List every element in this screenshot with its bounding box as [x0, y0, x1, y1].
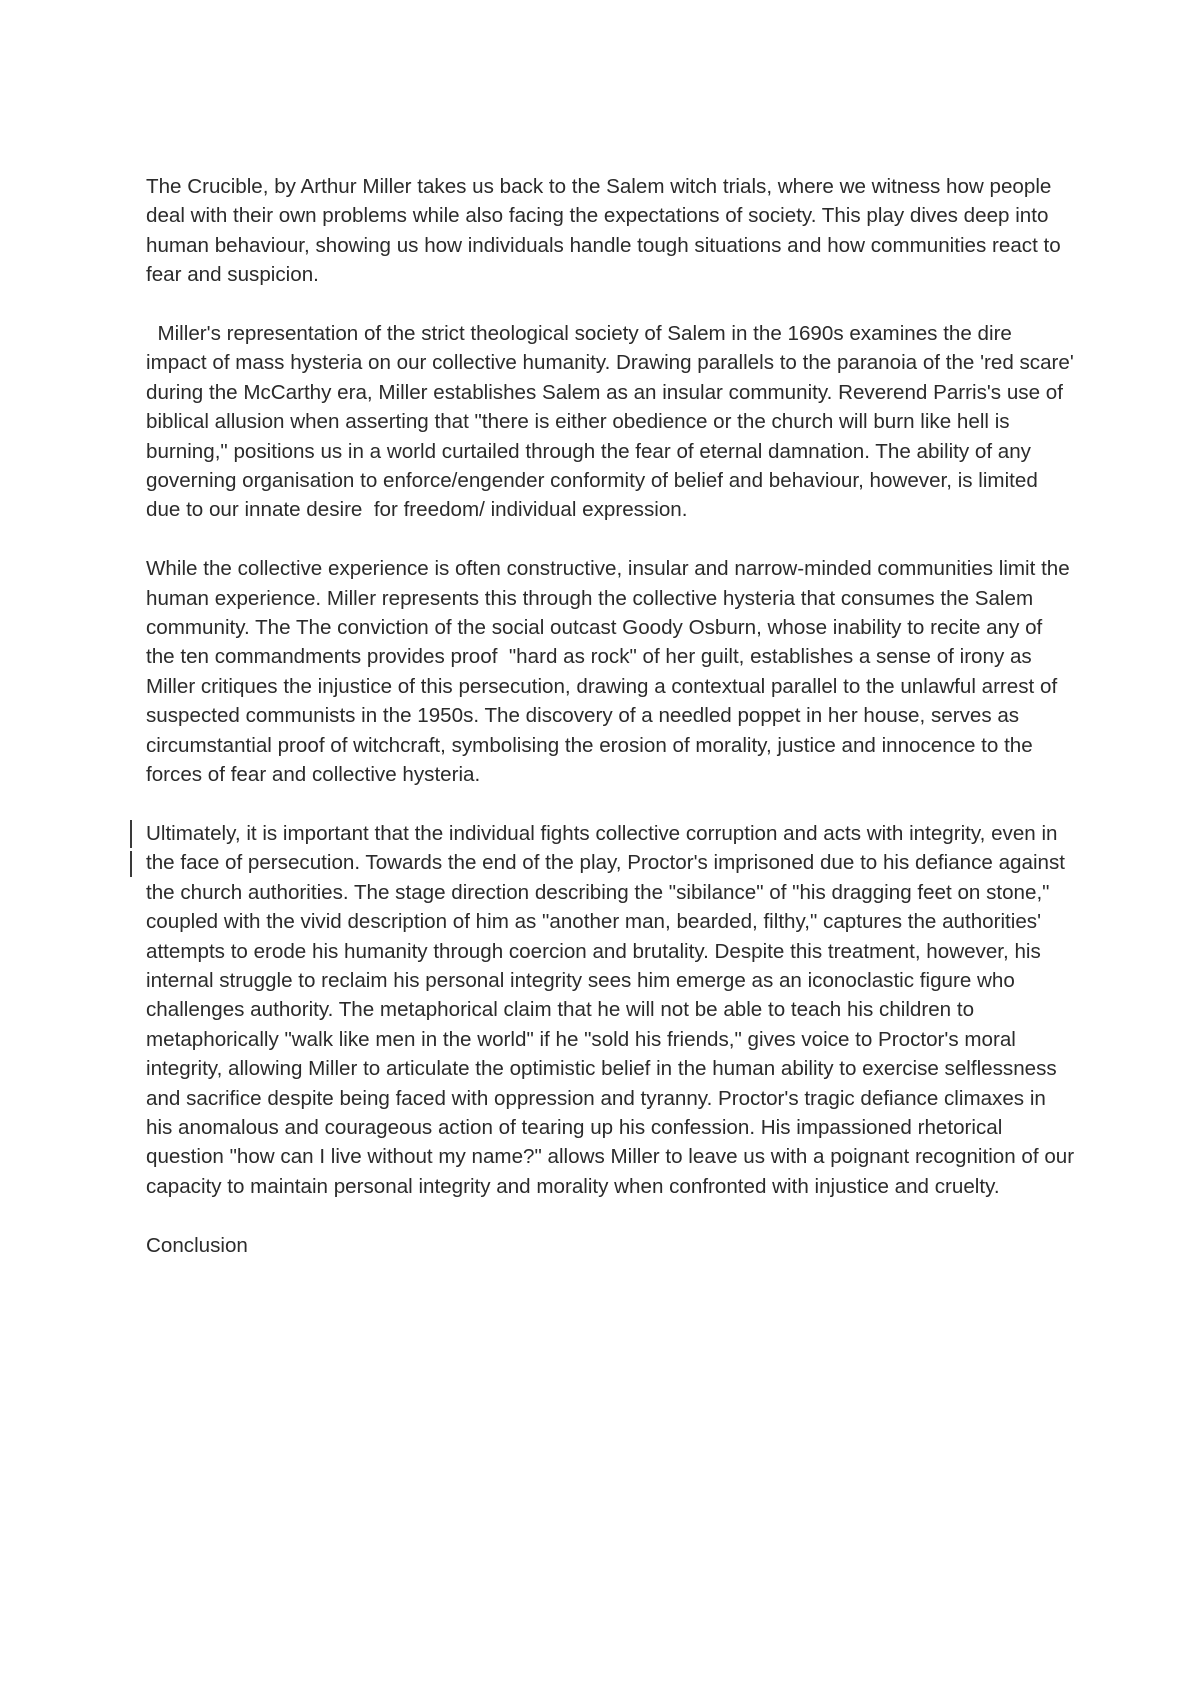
paragraph-conclusion: Conclusion	[146, 1233, 248, 1257]
text-cursor-mark	[130, 851, 132, 877]
paragraph-body-3: Ultimately, it is important that the individual fights collective corruption and acts with integrity, even in the face of persecution. Towards the end of the play, Proctor's imprisoned due to his defiance against the church authorities. The stage direction describing the "sibilance" of "his dragging feet on stone," coupled with the vivid description of him as "another man, bearded, filthy," captures the authorities' attempts to erode his humanity through coercion and brutality. Despite this treatment, however, his internal struggle to reclaim his personal integrity sees him emerge as an iconoclastic figure who challenges authority. The metaphorical claim that he will not be able to teach his children to metaphorically "walk like men in the world" if he "sold his friends," gives voice to Proctor's moral integrity, allowing Miller to articulate the optimistic belief in the human ability to exercise selflessness and sacrifice despite being faced with oppression and tyranny. Proctor's tragic defiance climaxes in his anomalous and courageous action of tearing up his confession. His impassioned rhetorical question "how can I live without my name?" allows Miller to leave us with a poignant recognition of our capacity to maintain personal integrity and morality when confronted with injustice and cruelty.	[146, 821, 1080, 1198]
paragraph-body-2: While the collective experience is often constructive, insular and narrow-minded communities limit the human experience. Miller represents this through the collective hysteria that consumes the Salem community. The The conviction of the social outcast Goody Osburn, whose inability to recite any of the ten commandments provides proof "hard as rock" of her guilt, establishes a sense of irony as Miller critiques the injustice of this persecution, drawing a contextual parallel to the unlawful arrest of suspected communists in the 1950s. The discovery of a needled poppet in her house, serves as circumstantial proof of witchcraft, symbolising the erosion of morality, justice and innocence to the forces of fear and collective hysteria.	[146, 557, 1076, 787]
paragraph-body-1: Miller's representation of the strict theological society of Salem in the 1690s examines the dire impact of mass hysteria on our collective humanity. Drawing parallels to the paranoia of the 'red scare' during the McCarthy era, Miller establishes Salem as an insular community. Reverend Parris's use of biblical allusion when asserting that "there is either obedience or the church will burn like hell is burning," positions us in a world curtailed through the fear of eternal damnation. The ability of any governing organisation to enforce/engender conformity of belief and behaviour, however, is limited due to our innate desire for freedom/ individual expression.	[146, 322, 1080, 522]
paragraph-introduction: The Crucible, by Arthur Miller takes us back to the Salem witch trials, where we witness how people deal with their own problems while also facing the expectations of society. This play dives deep into human behaviour, showing us how individuals handle tough situations and how communities react to fear and suspicion.	[146, 175, 1067, 287]
document-body[interactable]	[146, 172, 1080, 1260]
text-cursor-mark	[130, 820, 132, 848]
